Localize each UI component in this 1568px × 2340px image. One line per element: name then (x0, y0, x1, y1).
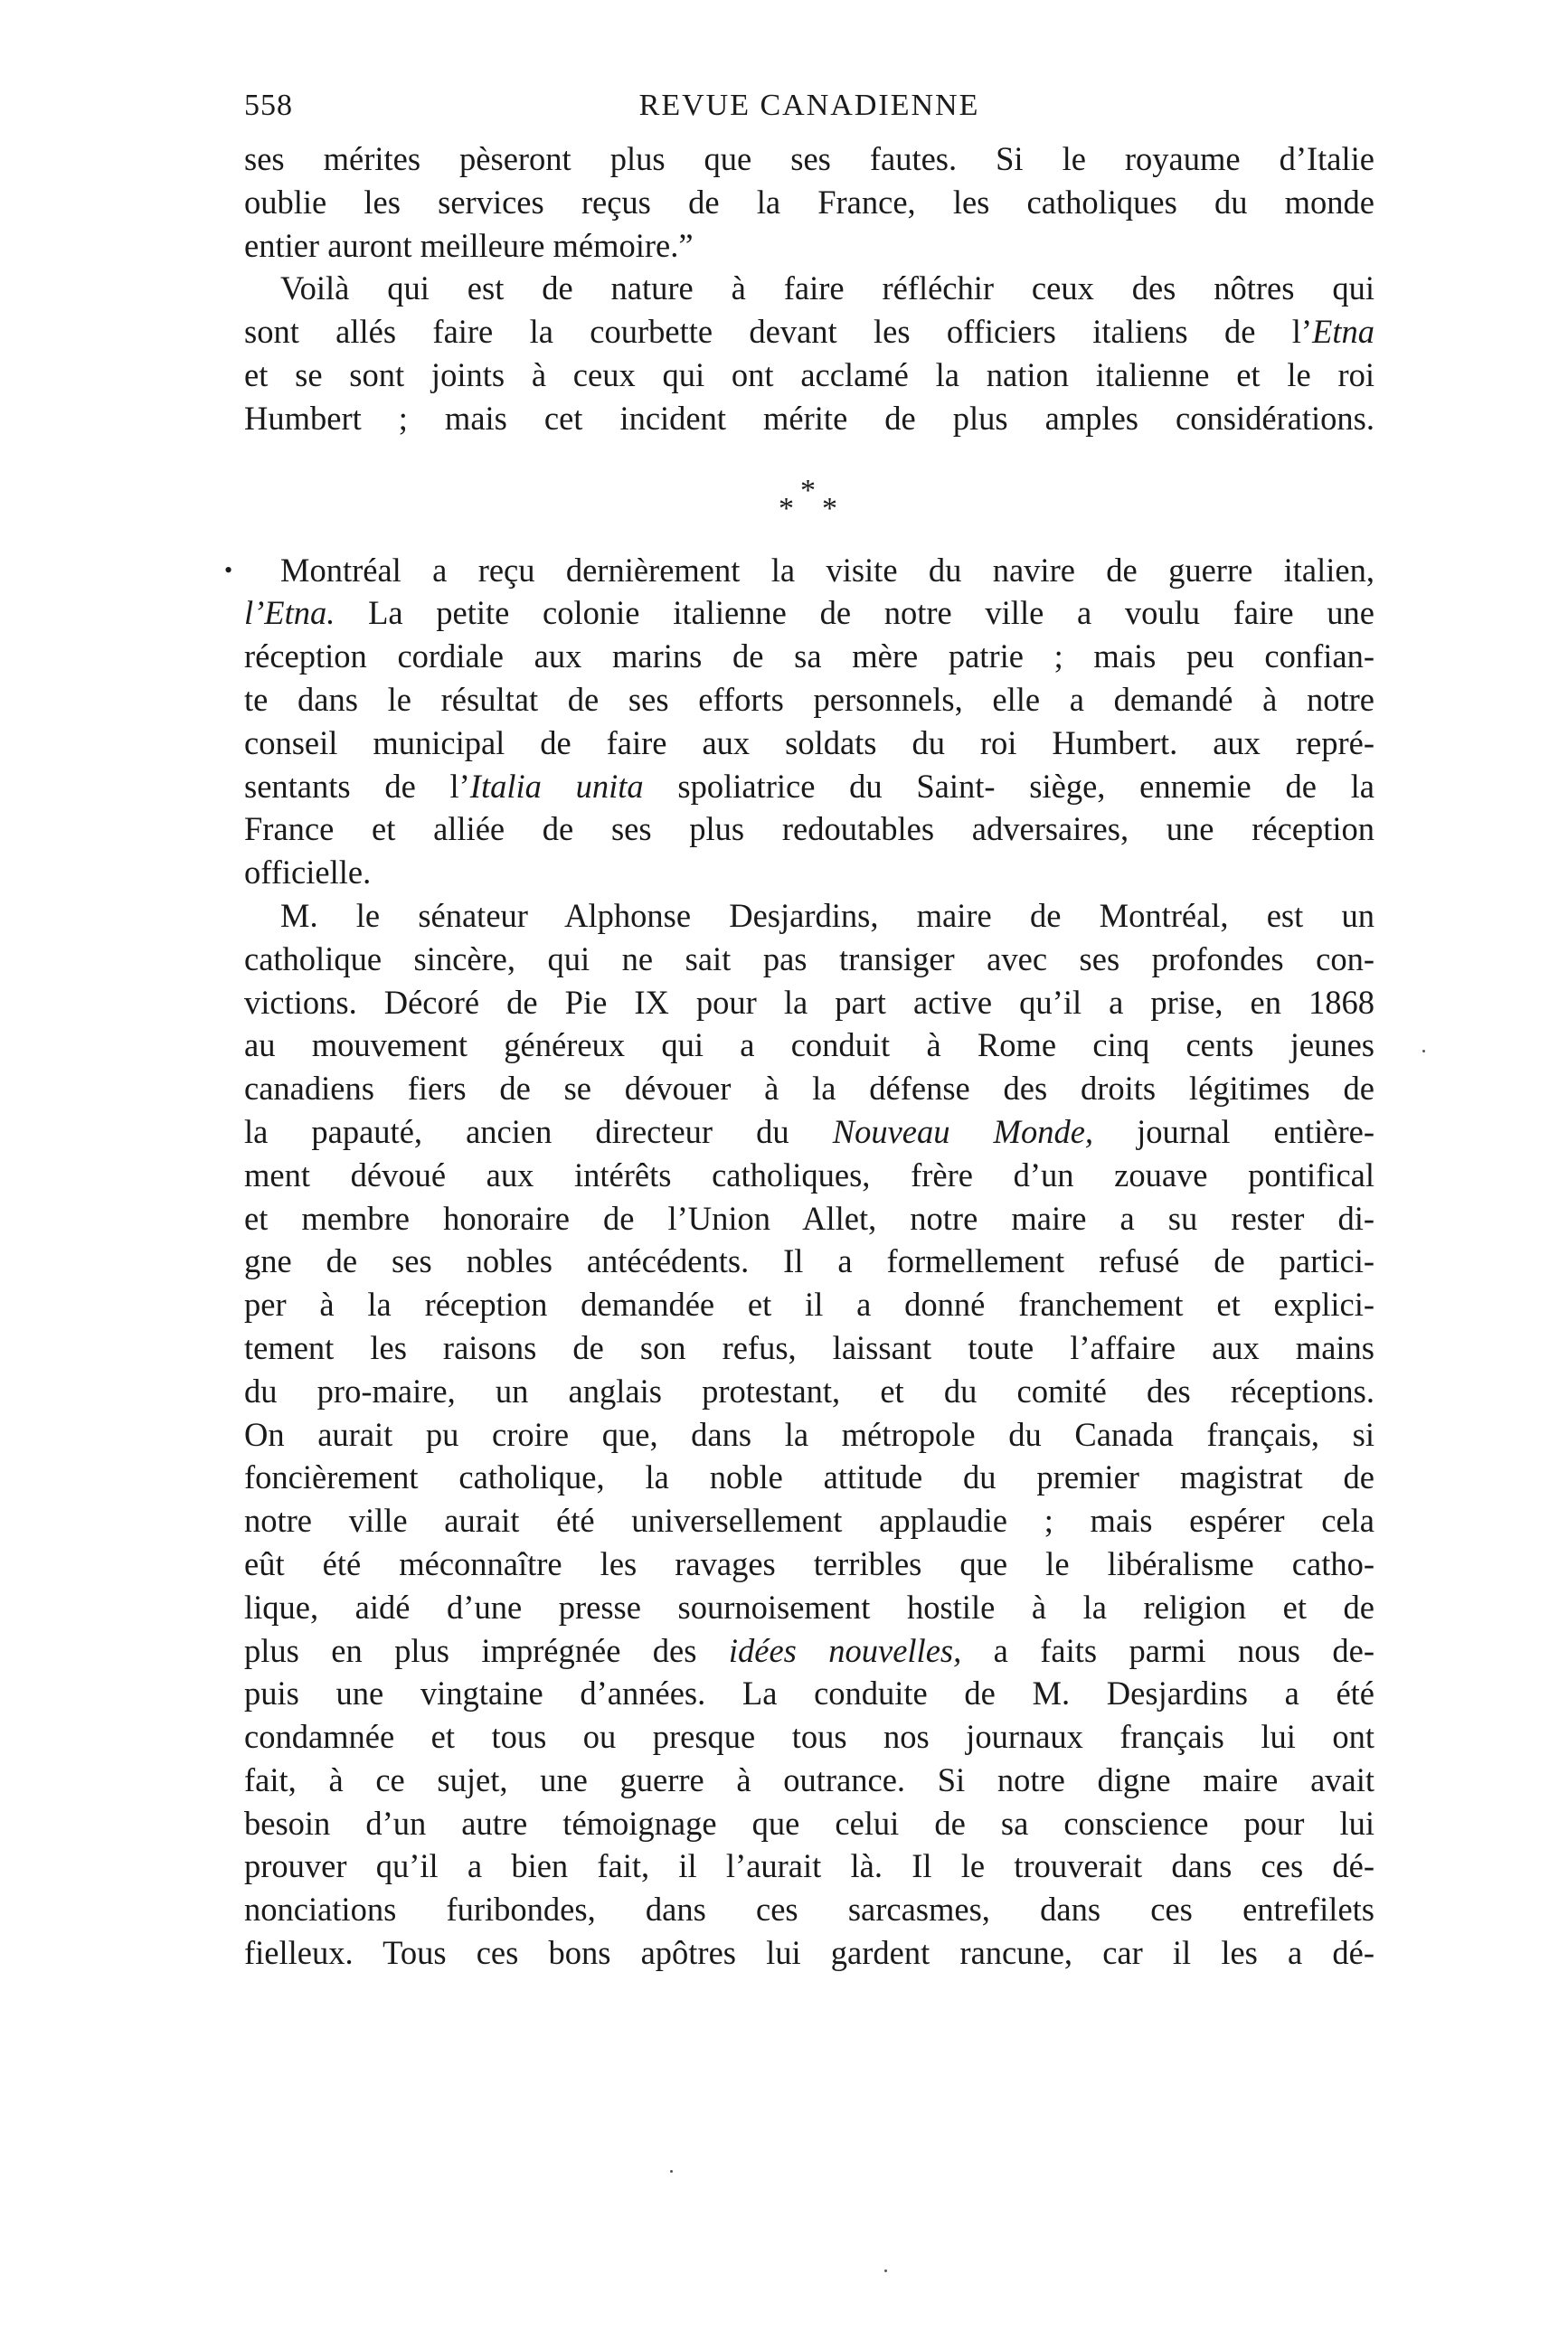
text-line: et membre honoraire de l’Union Allet, notre maire a su rester di- (244, 1199, 1374, 1237)
text-line (244, 591, 1374, 635)
text-line: oublie les services reçus de la France, les catholiques du monde (244, 183, 1374, 221)
text-line: France et alliée de ses plus redoutables adversaires, une réception (244, 810, 1374, 848)
text-line: ment dévoué aux intérêts catholiques, frère d’un zouave pontifical (244, 1156, 1374, 1194)
text-line: prouver qu’il a bien fait, il l’aurait là. Il le trouverait dans ces dé- (244, 1847, 1374, 1885)
text-line: ses mérites pèseront plus que ses fautes. Si le royaume d’Italie (244, 140, 1374, 177)
print-speck (1422, 1050, 1425, 1052)
document-page (224, 89, 1375, 1975)
text-line: gne de ses nobles antécédents. Il a formellement refusé de partici- (244, 1242, 1374, 1280)
text-line: fait, à ce sujet, une guerre à outrance. Si notre digne maire avait (244, 1760, 1374, 1798)
text-segment: sentants de l’ (244, 767, 470, 805)
text-line: canadiens fiers de se dévouer à la défense des droits légitimes de (244, 1070, 1374, 1108)
body-text (224, 137, 1375, 1975)
print-speck (884, 2269, 887, 2272)
text-line: réception cordiale aux marins de sa mère patrie ; mais peu confian- (244, 637, 1374, 675)
paragraph-3 (224, 549, 1375, 894)
print-speck (670, 2170, 673, 2173)
asterisk: * (800, 473, 816, 507)
text-line: entier auront meilleure mémoire.” (244, 226, 694, 264)
italic-phrase: Italia unita (469, 767, 644, 805)
text-line (244, 765, 1374, 808)
text-line: eût été méconnaître les ravages terribles que le libéralisme catho- (244, 1544, 1374, 1582)
text-line: conseil municipal de faire aux soldats du roi Humbert. aux repré- (244, 723, 1374, 761)
text-line: et se sont joints à ceux qui ont acclamé la nation italienne et le roi (244, 355, 1374, 393)
page-number: 558 (244, 89, 293, 122)
text-line: au mouvement généreux qui a conduit à Rome cinq cents jeunes (244, 1026, 1374, 1064)
text-line: victions. Décoré de Pie IX pour la part active qu’il a prise, en 1868 (244, 983, 1374, 1021)
text-line: officielle. (244, 854, 372, 892)
section-divider-asterism (244, 440, 1374, 549)
text-line: puis une vingtaine d’années. La conduite de M. Desjardins a été (244, 1675, 1374, 1713)
italic-ship-name: l’Etna. (244, 594, 335, 632)
text-segment: a faits parmi nous de- (993, 1631, 1374, 1669)
text-line: lique, aidé d’une presse sournoisement hostile à la religion et de (244, 1588, 1374, 1626)
text-line (244, 1110, 1374, 1154)
italic-phrase: idées nouvelles, (728, 1631, 962, 1669)
text-line: Humbert ; mais cet incident mérite de plus amples considérations. (244, 399, 1374, 437)
text-line: per à la réception demandée et il a donné franchement et explici- (244, 1286, 1374, 1324)
text-line: tement les raisons de son refus, laissant toute l’affaire aux mains (244, 1328, 1374, 1366)
text-line: On aurait pu croire que, dans la métropole du Canada français, si (244, 1415, 1374, 1453)
text-line: nonciations furibondes, dans ces sarcasmes, dans ces entrefilets (244, 1891, 1374, 1929)
text-line (244, 310, 1374, 354)
text-line: catholique sincère, qui ne sait pas transiger avec ses profondes con- (244, 939, 1374, 977)
text-line: te dans le résultat de ses efforts personnels, elle a demandé à notre (244, 680, 1374, 718)
text-line: foncièrement catholique, la noble attitude du premier magistrat de (244, 1458, 1374, 1496)
text-line: notre ville aurait été universellement applaudie ; mais espérer cela (244, 1502, 1374, 1540)
text-line: du pro-maire, un anglais protestant, et du comité des réceptions. (244, 1372, 1374, 1410)
asterisk: * (822, 491, 837, 525)
text-line: M. le sénateur Alphonse Desjardins, maire de Montréal, est un (280, 896, 1374, 934)
paragraph-4 (244, 894, 1374, 1975)
running-title: REVUE CANADIENNE (638, 89, 980, 122)
italic-ship-name: Etna (1312, 313, 1374, 351)
text-line: Voilà qui est de nature à faire réfléchir ceux des nôtres qui (280, 269, 1374, 307)
text-segment: plus en plus imprégnée des (244, 1631, 697, 1669)
text-line (244, 1629, 1374, 1673)
text-line: Montréal a reçu dernièrement la visite du navire de guerre italien, (280, 551, 1374, 589)
text-segment: spoliatrice du Saint- siège, ennemie de la (677, 767, 1375, 805)
text-segment: sont allés faire la courbette devant les officiers italiens de l’ (244, 313, 1313, 351)
paragraph-1 (244, 137, 1374, 267)
text-line: condamnée et tous ou presque tous nos journaux français lui ont (244, 1718, 1374, 1756)
asterisk: * (779, 491, 794, 525)
page-header (244, 89, 1374, 137)
text-segment: La petite colonie italienne de notre ville a voulu faire une (368, 594, 1375, 632)
paragraph-2 (244, 267, 1374, 439)
text-segment: journal entière- (1137, 1112, 1375, 1150)
bullet-mark: • (224, 556, 233, 583)
italic-newspaper-title: Nouveau Monde, (832, 1112, 1094, 1150)
text-segment: la papauté, ancien directeur du (244, 1112, 789, 1150)
text-line: fielleux. Tous ces bons apôtres lui gardent rancune, car il les a dé- (244, 1934, 1374, 1972)
text-line: besoin d’un autre témoignage que celui de sa conscience pour lui (244, 1804, 1374, 1842)
